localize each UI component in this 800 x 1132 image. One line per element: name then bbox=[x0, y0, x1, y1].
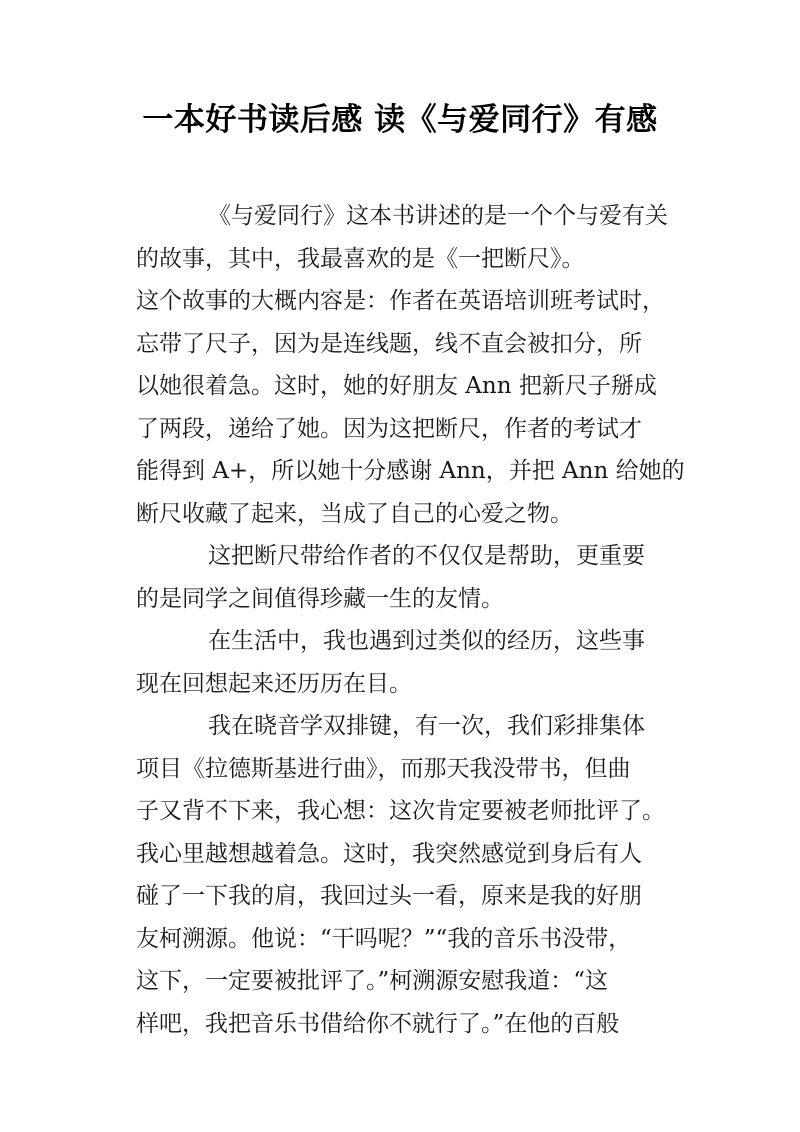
text-line: 碰了一下我的肩，我回过头一看，原来是我的好朋 bbox=[136, 883, 642, 909]
text-line: 项目《拉德斯基进行曲》，而那天我没带书，但曲 bbox=[136, 755, 631, 782]
document-body bbox=[136, 195, 685, 1045]
text-line: 这个故事的大概内容是：作者在英语培训班考试时， bbox=[136, 288, 665, 314]
text-line: 了两段，递给了她。因为这把断尺，作者的考试才 bbox=[136, 415, 642, 442]
text-line: 友柯溯源。他说：“干吗呢？”“我的音乐书没带， bbox=[136, 925, 632, 952]
text-line: 的是同学之间值得珍藏一生的友情。 bbox=[136, 585, 504, 612]
text-line: 子又背不下来，我心想：这次肯定要被老师批评了。 bbox=[136, 798, 665, 824]
text-line: 在生活中，我也遇到过类似的经历，这些事 bbox=[208, 628, 645, 654]
text-line: 能得到 A+，所以她十分感谢 Ann，并把 Ann 给她的 bbox=[136, 458, 685, 484]
text-line: 样吧，我把音乐书借给你不就行了。”在他的百般 bbox=[136, 1010, 620, 1037]
text-line: 我心里越想越着急。这时，我突然感觉到身后有人 bbox=[136, 840, 642, 867]
text-line: 这下，一定要被批评了。”柯溯源安慰我道：“这 bbox=[136, 968, 609, 994]
document-title: 一本好书读后感 读《与爱同行》有感 bbox=[142, 102, 658, 138]
text-line: 现在回想起来还历历在目。 bbox=[136, 670, 412, 697]
text-line: 忘带了尺子，因为是连线题，线不直会被扣分，所 bbox=[136, 330, 642, 357]
text-line: 断尺收藏了起来，当成了自己的心爱之物。 bbox=[136, 500, 573, 527]
text-line: 《与爱同行》这本书讲述的是一个个与爱有关 bbox=[208, 203, 668, 229]
text-line: 这把断尺带给作者的不仅仅是帮助，更重要 bbox=[208, 543, 645, 569]
text-line: 我在晓音学双排键，有一次，我们彩排集体 bbox=[208, 713, 645, 739]
text-line: 的故事，其中，我最喜欢的是《一把断尺》。 bbox=[136, 245, 585, 272]
text-line: 以她很着急。这时，她的好朋友 Ann 把新尺子掰成 bbox=[136, 373, 657, 399]
